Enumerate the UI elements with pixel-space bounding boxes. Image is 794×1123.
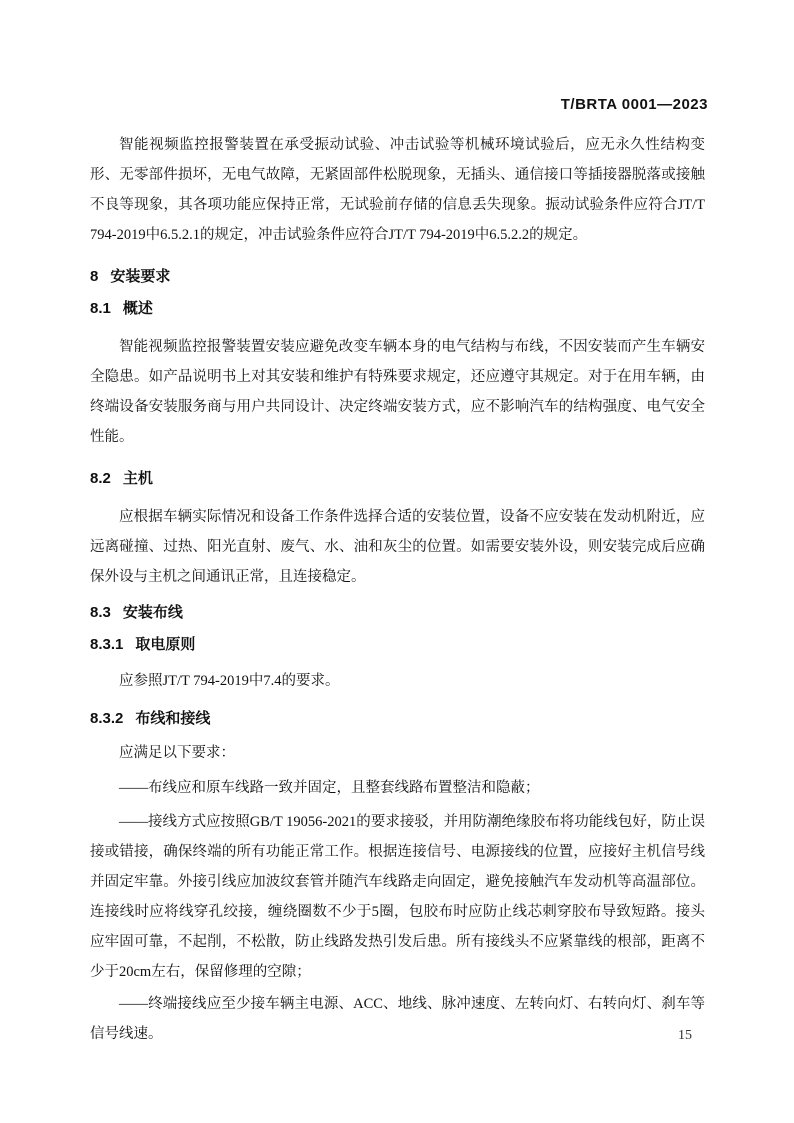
list-item-terminal-signals: ——终端接线应至少接车辆主电源、ACC、地线、脉冲速度、左转向灯、右转向灯、刹车等信号线速。 bbox=[90, 996, 705, 1042]
list-item-connection-method: ——接线方式应按照GB/T 19056-2021的要求接驳，并用防潮绝缘胶布将功能线包好，防止误接或错接，确保终端的所有功能正常工作。根据连接信号、电源接线的位置，应接好主机信号线并固定牢靠。外接引线应加波纹套管并随汽车线路走向固定，避免接触汽车发动机等高温部位。连接线时应将线穿孔绞接，缠绕圈数不少于5圈，包胶布时应防止线芯刺穿胶布导致短路。接头应牢固可靠，不起削，不松散，防止线路发热引发后患。所有接线头不应紧靠线的根部，距离不少于20cm左右，保留修理的空隙； bbox=[90, 814, 705, 980]
paragraph-requirements-intro: 应满足以下要求： bbox=[119, 745, 235, 761]
list-item-wiring-fixed: ——布线应和原车线路一致并固定，且整套线路布置整洁和隐蔽； bbox=[119, 780, 540, 796]
heading-number: 8.3.2 bbox=[90, 710, 124, 727]
paragraph-overview: 智能视频监控报警装置安装应避免改变车辆本身的电气结构与布线，不因安装而产生车辆安全隐患。如产品说明书上对其安装和维护有特殊要求规定，还应遵守其规定。对于在用车辆，由终端设备安装服务商与用户共同设计、决定终端安装方式，应不影响汽车的结构强度、电气安全性能。 bbox=[90, 339, 705, 445]
heading-title: 安装布线 bbox=[122, 604, 183, 621]
heading-title: 概述 bbox=[122, 300, 153, 317]
heading-title: 布线和接线 bbox=[135, 710, 211, 727]
section-heading-8-2 bbox=[90, 464, 705, 494]
heading-title: 安装要求 bbox=[110, 268, 171, 285]
section-heading-8 bbox=[90, 262, 705, 292]
paragraph-power-principle: 应参照JT/T 794-2019中7.4的要求。 bbox=[119, 673, 340, 689]
heading-number: 8.2 bbox=[90, 470, 111, 487]
heading-number: 8.1 bbox=[90, 300, 111, 317]
heading-number: 8.3 bbox=[90, 604, 111, 621]
paragraph-host-unit: 应根据车辆实际情况和设备工作条件选择合适的安装位置，设备不应安装在发动机附近，应远离碰撞、过热、阳光直射、废气、水、油和灰尘的位置。如需要安装外设，则安装完成后应确保外设与主机之间通讯正常，且连接稳定。 bbox=[90, 509, 705, 585]
section-heading-8-3-1 bbox=[90, 630, 705, 660]
section-heading-8-1 bbox=[90, 294, 705, 324]
document-body bbox=[90, 130, 705, 1049]
heading-number: 8 bbox=[90, 268, 99, 285]
heading-number: 8.3.1 bbox=[90, 636, 124, 653]
page-number: 15 bbox=[678, 1028, 692, 1043]
paragraph-mechanical-test: 智能视频监控报警装置在承受振动试验、冲击试验等机械环境试验后，应无永久性结构变形、无零部件损坏，无电气故障，无紧固部件松脱现象，无插头、通信接口等插接器脱落或接触不良等现象，其各项功能应保持正常，无试验前存储的信息丢失现象。振动试验条件应符合JT/T 794-2019中6.5.2.1的规定，冲击试验条件应符合JT/T 794-2019中6.5.2.2的规定。 bbox=[90, 137, 705, 243]
document-footer bbox=[678, 1028, 692, 1044]
document-header bbox=[90, 96, 708, 113]
heading-title: 主机 bbox=[122, 470, 153, 487]
section-heading-8-3 bbox=[90, 598, 705, 628]
section-heading-8-3-2 bbox=[90, 704, 705, 734]
standard-number: T/BRTA 0001—2023 bbox=[560, 96, 708, 113]
heading-title: 取电原则 bbox=[135, 636, 196, 653]
